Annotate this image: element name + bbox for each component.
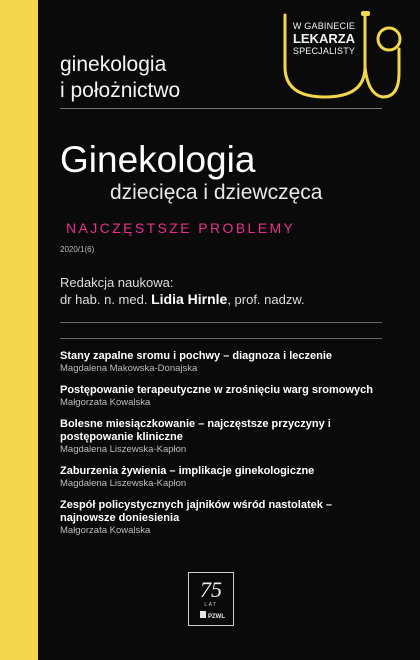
toc-entry <box>60 384 390 409</box>
editor-suffix: , prof. nadzw. <box>227 292 305 307</box>
brand-line-2: LEKARZA <box>292 31 356 46</box>
series-line-1: ginekologia <box>60 53 167 76</box>
publisher-anniversary-icon <box>189 573 233 625</box>
toc-entry <box>60 465 390 490</box>
series-divider <box>60 108 382 109</box>
series-line-2: i położnictwo <box>60 79 181 102</box>
toc-entry-author: Magdalena Makowska-Donajska <box>60 363 198 374</box>
series-title <box>60 52 180 104</box>
yellow-spine-stripe <box>0 0 38 660</box>
edition-number: 2020/1(6) <box>60 245 95 254</box>
toc-entry-author: Magdalena Liszewska-Kapłon <box>60 478 187 489</box>
brand-line-1: W GABINECIE <box>292 21 356 31</box>
table-of-contents <box>60 350 390 546</box>
tagline: NAJCZĘSTSZE PROBLEMY <box>66 220 296 236</box>
editor-name: Lidia Hirnle <box>151 291 228 307</box>
anniversary-years: LAT <box>204 602 218 608</box>
toc-entry <box>60 350 390 375</box>
divider-top <box>60 322 382 323</box>
book-title: Ginekologia <box>60 139 256 180</box>
brand-line-3: SPECJALISTY <box>292 46 356 56</box>
toc-entry-title: Zaburzenia żywienia – implikacje ginekologiczne <box>60 465 315 477</box>
toc-entry-author: Magdalena Liszewska-Kapłon <box>60 444 187 455</box>
divider-bottom <box>60 338 382 339</box>
toc-entry-title: Postępowanie terapeutyczne w zrośnięciu warg sromowych <box>60 384 373 396</box>
toc-entry <box>60 499 390 537</box>
series-brand-logo <box>283 9 408 104</box>
publisher-name: PZWL <box>208 614 225 620</box>
anniversary-number: 75 <box>200 577 222 602</box>
toc-entry-title: Zespół policystycznych jajników wśród nastolatek – najnowsze doniesienia <box>60 499 333 524</box>
editor-label: Redakcja naukowa: <box>60 275 174 290</box>
editor-prefix: dr hab. n. med. <box>60 292 148 307</box>
toc-entry-author: Małgorzata Kowalska <box>60 525 151 536</box>
toc-entry-title: Bolesne miesiączkowanie – najczęstsze przyczyny i postępowanie kliniczne <box>60 418 331 443</box>
book-subtitle: dziecięca i dziewczęca <box>110 181 323 204</box>
toc-entry-title: Stany zapalne sromu i pochwy – diagnoza i leczenie <box>60 350 333 362</box>
editor-line <box>60 291 305 307</box>
publisher-logo <box>188 572 234 626</box>
stethoscope-icon <box>283 9 408 104</box>
toc-entry <box>60 418 390 456</box>
toc-entry-author: Małgorzata Kowalska <box>60 397 151 408</box>
